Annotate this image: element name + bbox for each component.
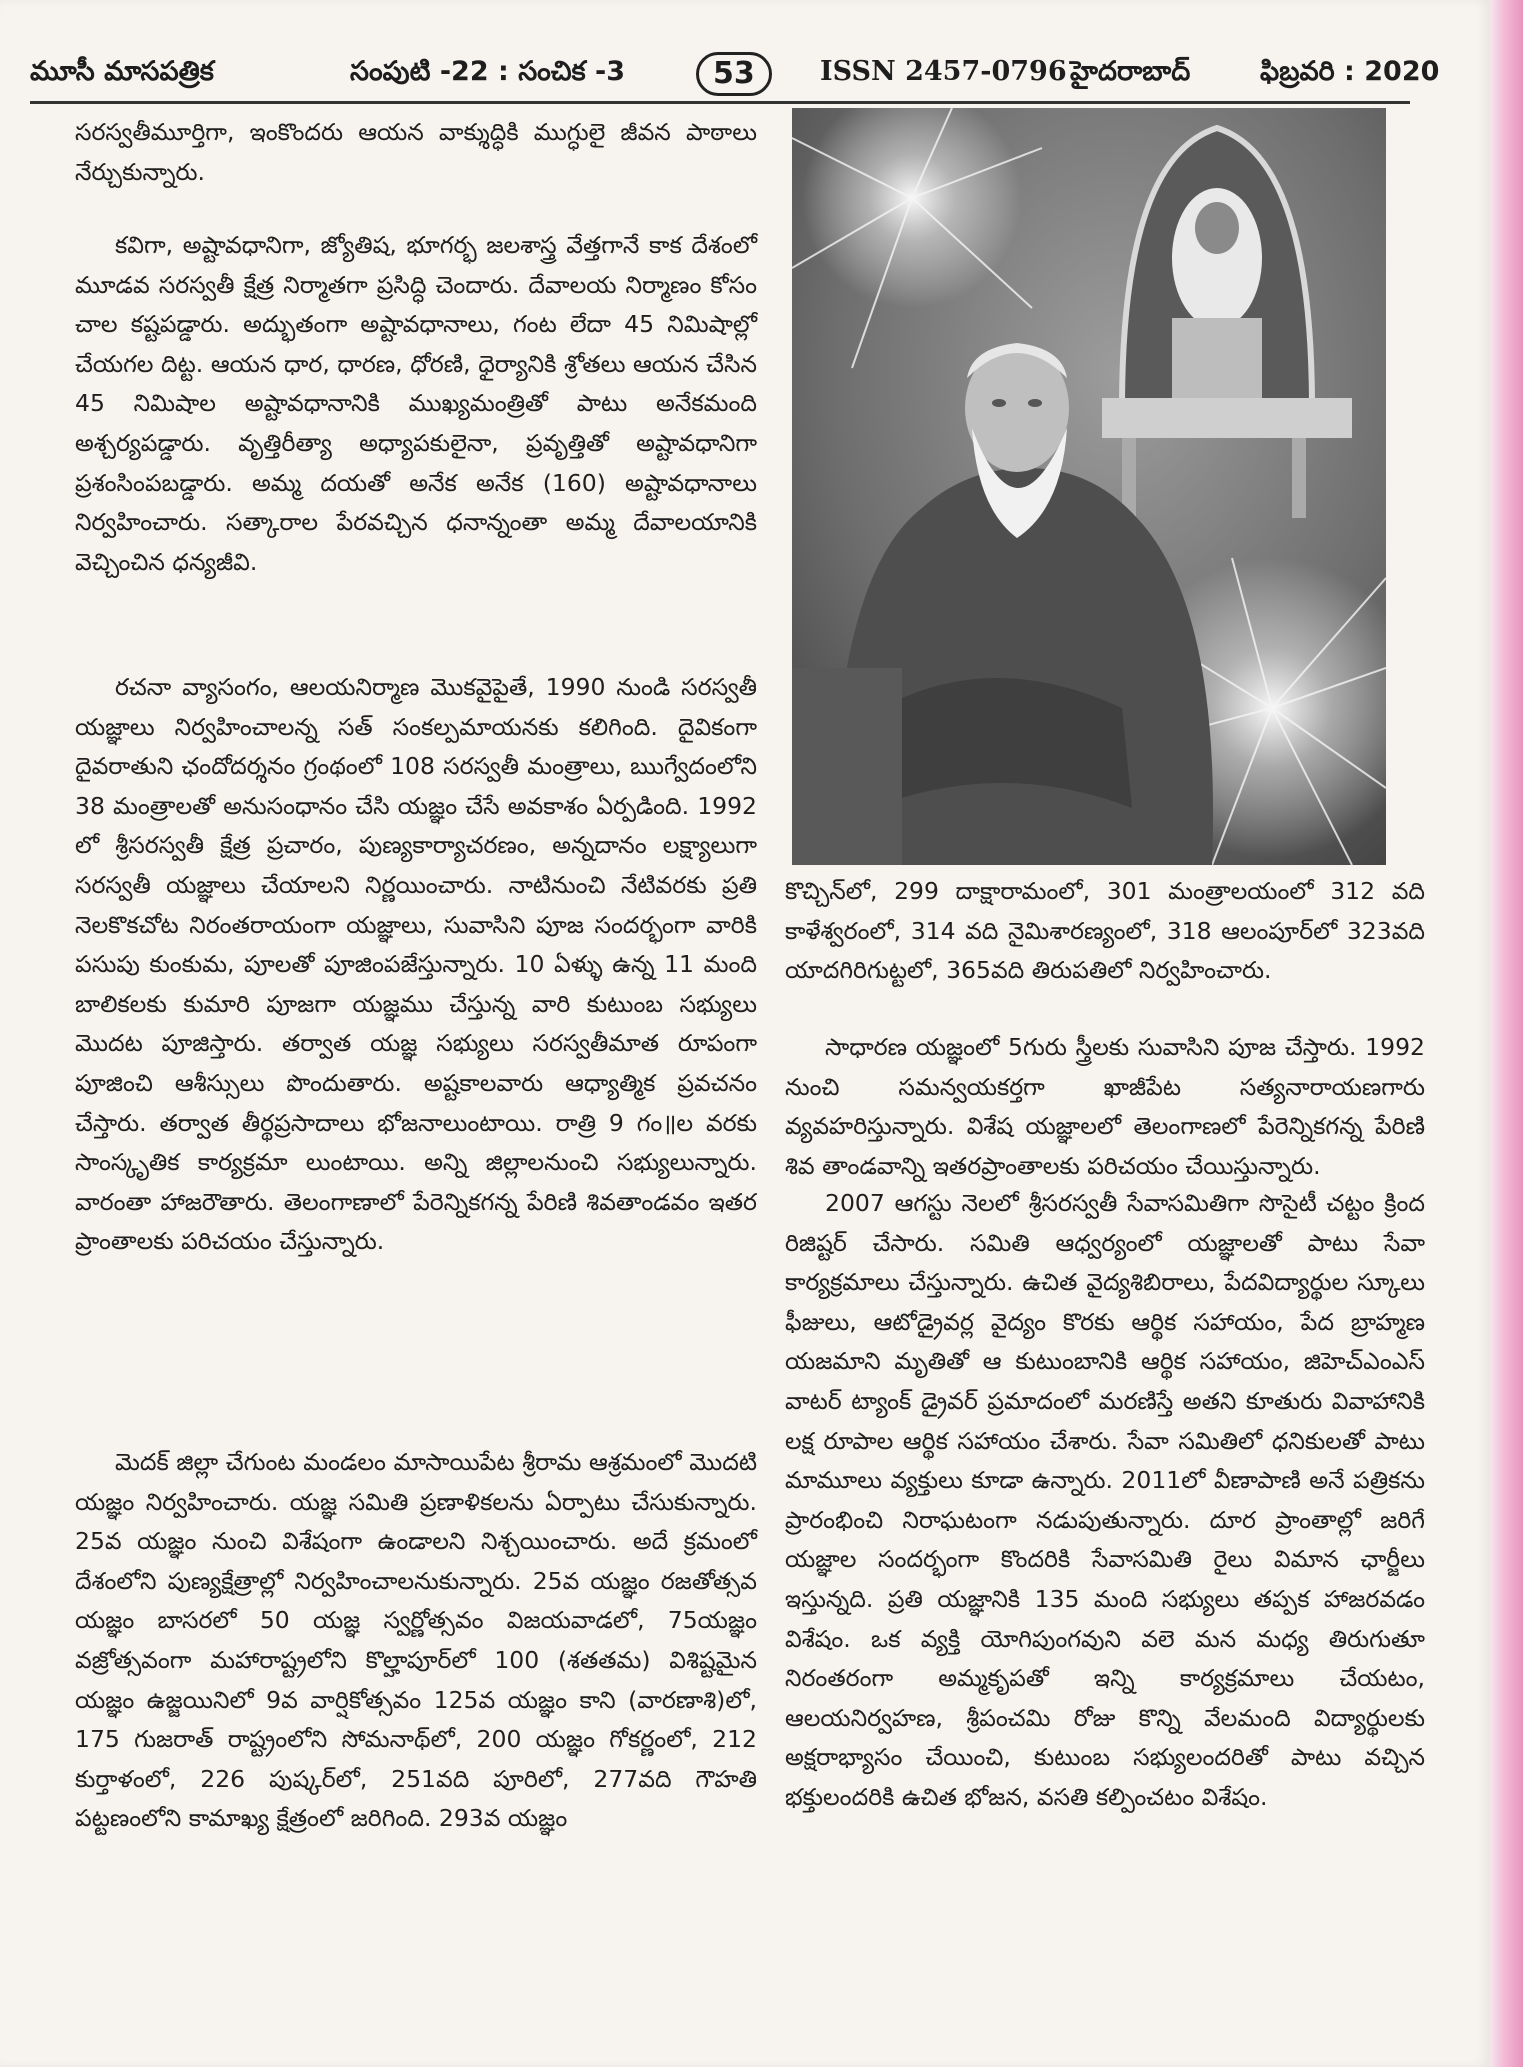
page-header (30, 48, 1440, 108)
page-number: 53 (696, 52, 772, 96)
issue-date: ఫిబ్రవరి : 2020 (1260, 56, 1440, 87)
portrait-photo (792, 108, 1386, 865)
right-paragraph-1: కొచ్చిన్‌లో, 299 దాక్షారామంలో, 301 మంత్రాలయంలో 312 వది కాళేశ్వరంలో, 314 వది నైమిశారణ్యంలో, 318 ఆలంపూర్‌లో 323వది యాదగిరిగుట్టలో, 365వది తిరుపతిలో నిర్వహించారు. (785, 877, 1425, 985)
header-rule (30, 101, 1410, 104)
left-paragraph-3: రచనా వ్యాసంగం, ఆలయనిర్మాణ మొకవైపైతే, 1990 నుండి సరస్వతీ యజ్ఞాలు నిర్వహించాలన్న సత్ సంకల్పమాయనకు కలిగింది. దైవికంగా దైవరాతుని ఛందోదర్శనం గ్రంథంలో 108 సరస్వతీ మంత్రాలు, ఋగ్వేదంలోని 38 మంత్రాలతో అనుసంధానం చేసి యజ్ఞం చేసే అవకాశం ఏర్పడింది. 1992 లో శ్రీసరస్వతీ క్షేత్ర ప్రచారం, పుణ్యకార్యాచరణం, అన్నదానం లక్ష్యాలుగా సరస్వతీ యజ్ఞాలు చేయాలని నిర్ణయించారు. నాటినుంచి నేటివరకు ప్రతి నెలకొకచోట నిరంతరాయంగా యజ్ఞాలు, సువాసిని పూజ సందర్భంగా వారికి పసుపు కుంకుమ, పూలతో పూజింపజేస్తున్నారు. 10 ఏళ్ళు ఉన్న 11 మంది బాలికలకు కుమారి పూజగా యజ్ఞము చేస్తున్న వారి కుటుంబ సభ్యులు మొదట పూజిస్తారు. తర్వాత యజ్ఞ సభ్యులు సరస్వతీమాత రూపంగా పూజించి ఆశీస్సులు పొందుతారు. అష్టకాలవారు ఆధ్యాత్మిక ప్రవచనం చేస్తారు. తర్వాత తీర్థప్రసాదాలు భోజనాలుంటాయి. రాత్రి 9 గం॥ల వరకు సాంస్కృతిక కార్యక్రమా లుంటాయి. అన్ని జిల్లాలనుంచి సభ్యులున్నారు. వారంతా హాజరౌతారు. తెలంగాణాలో పేరెన్నికగన్న పేరిణి శివతాండవం ఇతర ప్రాంతాలకు పరిచయం చేస్తున్నారు. (75, 673, 757, 1256)
city: హైదరాబాద్ (1070, 56, 1191, 87)
magazine-title: మూసీ మాసపత్రిక (30, 56, 214, 87)
left-paragraph-4: మెదక్ జిల్లా చేగుంట మండలం మాసాయిపేట శ్రీరామ ఆశ్రమంలో మొదటి యజ్ఞం నిర్వహించారు. యజ్ఞ సమితి ప్రణాళికలను ఏర్పాటు చేసుకున్నారు. 25వ యజ్ఞం నుంచి విశేషంగా ఉండాలని నిశ్చయించారు. అదే క్రమంలో దేశంలోని పుణ్యక్షేత్రాల్లో నిర్వహించాలనుకున్నారు. 25వ యజ్ఞం రజతోత్సవ యజ్ఞం బాసరలో 50 యజ్ఞ స్వర్ణోత్సవం విజయవాడలో, 75యజ్ఞం వజ్రోత్సవంగా మహారాష్ట్రలోని కొల్హాపూర్‌లో 100 (శతతమ) విశిష్టమైన యజ్ఞం ఉజ్జయినిలో 9వ వార్షికోత్సవం 125వ యజ్ఞం కాని (వారణాశి)లో, 175 గుజరాత్ రాష్ట్రంలోని సోమనాథ్‌లో, 200 యజ్ఞం గోకర్ణంలో, 212 కుర్తాళంలో, 226 పుష్కర్‌లో, 251వది పూరిలో, 277వది గౌహతి పట్టణంలోని కామాఖ్య క్షేత్రంలో జరిగింది. 293వ యజ్ఞం (75, 1448, 757, 1833)
left-paragraph-1: సరస్వతీమూర్తిగా, ఇంకొందరు ఆయన వాక్శుద్ధికి ముగ్ధులై జీవన పాఠాలు నేర్చుకున్నారు. (75, 118, 757, 186)
right-paragraph-2: సాధారణ యజ్ఞంలో 5గురు స్త్రీలకు సువాసిని పూజ చేస్తారు. 1992 నుంచి సమన్వయకర్తగా ఖాజీపేట సత్యనారాయణగారు వ్యవహరిస్తున్నారు. విశేష యజ్ఞాలలో తెలంగాణలో పేరెన్నికగన్న పేరిణి శివ తాండవాన్ని ఇతరప్రాంతాలకు పరిచయం చేయిస్తున్నారు. (785, 1033, 1425, 1180)
page-edge-decoration (1490, 0, 1523, 2067)
left-paragraph-2: కవిగా, అష్టావధానిగా, జ్యోతిష, భూగర్భ జలశాస్త్ర వేత్తగానే కాక దేశంలో మూడవ సరస్వతీ క్షేత్ర నిర్మాతగా ప్రసిద్ధి చెందారు. దేవాలయ నిర్మాణం కోసం చాల కష్టపడ్డారు. అద్భుతంగా అష్టావధానాలు, గంట లేదా 45 నిమిషాల్లో చేయగల దిట్ట. ఆయన ధార, ధారణ, ధోరణి, ధైర్యానికి శ్రోతలు ఆయన చేసిన 45 నిమిషాల అష్టావధానానికి ముఖ్యమంత్రితో పాటు అనేకమంది అశ్చర్యపడ్డారు. వృత్తిరీత్యా అధ్యాపకులైనా, ప్రవృత్తితో అష్టావధానిగా ప్రశంసింపబడ్డారు. అమ్మ దయతో అనేక అనేక (160) అష్టావధానాలు నిర్వహించారు. సత్కారాల పేరవచ్చిన ధనాన్నంతా అమ్మ దేవాలయానికి వెచ్చించిన ధన్యజీవి. (75, 231, 757, 576)
issn: ISSN 2457-0796 (820, 56, 1067, 87)
right-paragraph-3: 2007 ఆగస్టు నెలలో శ్రీసరస్వతీ సేవాసమితిగా సొసైటీ చట్టం క్రింద రిజిష్టర్ చేసారు. సమితి ఆధ్వర్యంలో యజ్ఞాలతో పాటు సేవా కార్యక్రమాలు చేస్తున్నారు. ఉచిత వైద్యశిబిరాలు, పేదవిద్యార్థుల స్కూలు ఫీజులు, ఆటోడ్రైవర్ల వైద్యం కొరకు ఆర్థిక సహాయం, పేద బ్రాహ్మణ యజమాని మృతితో ఆ కుటుంబానికి ఆర్థిక సహాయం, జిహెచ్ఎంఎస్ వాటర్ ట్యాంక్ డ్రైవర్ ప్రమాదంలో మరణిస్తే అతని కూతురు వివాహానికి లక్ష రూపాల ఆర్థిక సహాయం చేశారు. సేవా సమితిలో ధనికులతో పాటు మామూలు వ్యక్తులు కూడా ఉన్నారు. 2011లో వీణాపాణి అనే పత్రికను ప్రారంభించి నిరాఘటంగా నడుపుతున్నారు. దూర ప్రాంతాల్లో జరిగే యజ్ఞాల సందర్భంగా కొందరికి సేవాసమితి రైలు విమాన ఛార్జీలు ఇస్తున్నది. ప్రతి యజ్ఞానికి 135 మంది సభ్యులు తప్పక హాజరవడం విశేషం. ఒక వ్యక్తి యోగిపుంగవుని వలె మన మధ్య తిరుగుతూ నిరంతరంగా అమ్మకృపతో ఇన్ని కార్యక్రమాలు చేయటం, ఆలయనిర్వహణ, శ్రీపంచమి రోజు కొన్ని వేలమంది విద్యార్థులకు అక్షరాభ్యాసం చేయించి, కుటుంబ సభ్యులందరితో పాటు వచ్చిన భక్తులందరికి ఉచిత భోజన, వసతి కల్పించటం విశేషం. (785, 1189, 1425, 1811)
volume-issue: సంపుటి -22 : సంచిక -3 (350, 56, 626, 87)
